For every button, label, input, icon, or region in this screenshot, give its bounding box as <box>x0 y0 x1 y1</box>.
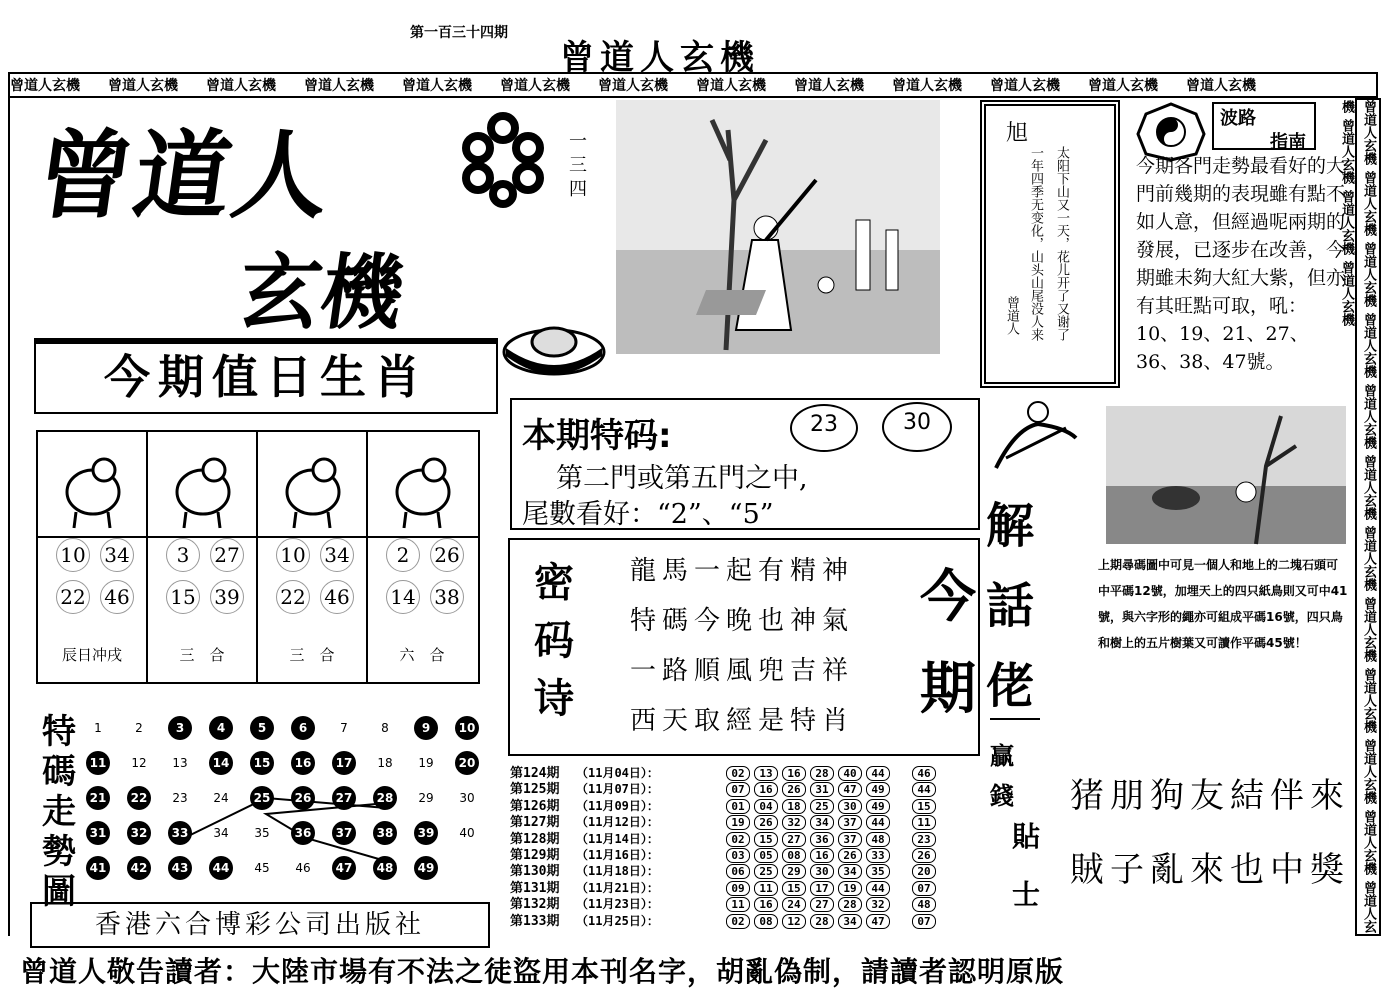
top-border-band <box>8 72 1378 98</box>
band-text: 曾道人玄機 <box>892 78 962 94</box>
trend-number: 32 <box>127 821 151 845</box>
history-date: （11月23日）： <box>576 897 659 912</box>
history-number: 32 <box>782 815 806 830</box>
trend-number: 15 <box>250 751 274 775</box>
trend-number: 2 <box>135 721 143 735</box>
history-number: 32 <box>866 897 890 912</box>
history-special: 11 <box>912 815 936 830</box>
history-number: 24 <box>782 897 806 912</box>
zodiac-animal-icon <box>58 442 128 532</box>
band-text: 曾道人玄機 <box>696 78 766 94</box>
history-date: （11月25日）： <box>576 913 659 928</box>
history-number: 49 <box>866 799 890 814</box>
zodiac-number: 34 <box>100 538 134 572</box>
special-line1: 第二門或第五門之中, <box>556 463 808 494</box>
tips-line2: 賊子亂來也中獎 <box>1070 850 1350 890</box>
history-period: 第129期 <box>510 848 560 863</box>
history-number: 12 <box>782 914 806 929</box>
history-date: （11月18日）： <box>576 864 659 879</box>
band-side-text: 曾道人玄機 <box>1361 242 1376 307</box>
zodiac-column <box>258 432 368 682</box>
band-side-text: 曾道人玄機 <box>1361 313 1376 378</box>
zodiac-number: 3 <box>166 538 200 572</box>
trend-grid <box>86 716 496 886</box>
history-number: 37 <box>838 815 862 830</box>
band-text: 曾道人玄機 <box>108 78 178 94</box>
history-special: 48 <box>912 897 936 912</box>
zodiac-number: 39 <box>210 580 244 614</box>
trend-number: 26 <box>291 786 315 810</box>
trend-number: 14 <box>209 751 233 775</box>
history-date: （11月12日）： <box>576 815 659 830</box>
history-number: 25 <box>810 799 834 814</box>
history-row <box>510 795 980 814</box>
band-side-text: 曾道人玄機 <box>1361 597 1376 662</box>
verse-author: 曾道人 <box>1004 296 1019 335</box>
tips-divider <box>990 718 1040 724</box>
trend-number: 29 <box>418 791 434 805</box>
guide-title: 波路 指南 <box>1212 102 1316 150</box>
logo-line1: 曾道人 <box>29 120 339 232</box>
band-side-text: 曾道人玄機 <box>1361 526 1376 591</box>
trend-number: 33 <box>168 821 192 845</box>
band-side-text: 曾道人玄機 <box>1361 384 1376 449</box>
trend-number: 22 <box>127 786 151 810</box>
zodiac-number: 38 <box>430 580 464 614</box>
history-special: 46 <box>912 766 936 781</box>
trend-number: 36 <box>291 821 315 845</box>
zodiac-number: 15 <box>166 580 200 614</box>
zodiac-number: 34 <box>320 538 354 572</box>
rings-logo-icon <box>458 108 548 208</box>
band-side-text: 曾道人玄機 <box>1361 455 1376 520</box>
header-title: 曾道人玄機 <box>560 38 760 78</box>
tips-line1: 猪朋狗友結伴來 <box>1070 776 1350 816</box>
band-side-text: 曾道人玄機 <box>1361 668 1376 733</box>
history-number: 34 <box>810 815 834 830</box>
band-text: 曾道人玄機 <box>304 78 374 94</box>
history-number: 01 <box>726 799 750 814</box>
history-row <box>510 828 980 847</box>
zodiac-column <box>38 432 148 682</box>
history-period: 第132期 <box>510 897 560 913</box>
history-row <box>510 893 980 913</box>
zodiac-number: 22 <box>56 580 90 614</box>
history-number: 03 <box>726 848 750 863</box>
trend-number: 37 <box>332 821 356 845</box>
zodiac-number: 22 <box>276 580 310 614</box>
zodiac-caption: 三 合 <box>289 646 335 664</box>
band-side-text: 曾道人玄機 <box>1361 100 1376 165</box>
history-number: 26 <box>754 815 778 830</box>
history-number: 08 <box>782 848 806 863</box>
band-text: 曾道人玄機 <box>598 78 668 94</box>
zodiac-title: 今期值日生肖 <box>34 338 498 414</box>
history-number: 16 <box>754 897 778 912</box>
history-number: 28 <box>810 914 834 929</box>
zodiac-caption: 辰日冲戌 <box>61 646 122 664</box>
trend-number: 27 <box>332 786 356 810</box>
zodiac-number: 10 <box>276 538 310 572</box>
zodiac-number: 26 <box>430 538 464 572</box>
trend-number: 7 <box>340 721 348 735</box>
history-number: 26 <box>782 782 806 797</box>
trend-number: 25 <box>250 786 274 810</box>
trend-number: 41 <box>86 856 110 880</box>
band-side-text: 曾道人玄機 <box>1339 261 1354 326</box>
trend-number: 19 <box>418 756 434 770</box>
band-text: 曾道人玄機 <box>500 78 570 94</box>
history-number: 27 <box>810 897 834 912</box>
history-number: 44 <box>866 815 890 830</box>
history-special: 26 <box>912 848 936 863</box>
zodiac-animal-icon <box>388 442 458 532</box>
zodiac-grid <box>36 430 480 684</box>
trend-number: 45 <box>254 861 270 875</box>
zodiac-column <box>368 432 478 682</box>
trend-number: 44 <box>209 856 233 880</box>
tips-label-1: 贏 錢 <box>990 741 1014 810</box>
trend-number: 8 <box>381 721 389 735</box>
history-number: 08 <box>754 914 778 929</box>
band-side-text: 曾道人玄機 <box>1361 810 1376 875</box>
poem-label: 密 码 诗 <box>534 560 574 722</box>
trend-number: 13 <box>172 756 188 770</box>
trend-number: 16 <box>291 751 315 775</box>
trend-number: 35 <box>254 826 270 840</box>
history-period: 第124期 <box>510 766 560 781</box>
history-period: 第127期 <box>510 815 560 831</box>
history-number: 15 <box>782 881 806 896</box>
history-number: 02 <box>726 766 750 781</box>
zodiac-number: 10 <box>56 538 90 572</box>
special-code-box <box>510 398 980 530</box>
publisher-name: 香港六合博彩公司出版社 <box>30 902 490 948</box>
history-row <box>510 811 980 831</box>
main-illustration <box>616 100 940 354</box>
trend-number: 4 <box>209 716 233 740</box>
history-number: 02 <box>726 832 750 847</box>
band-text: 曾道人玄機 <box>10 78 80 94</box>
history-number: 37 <box>838 832 862 847</box>
history-number: 30 <box>810 864 834 879</box>
special-circle-2: 30 <box>882 402 952 452</box>
tips-label-2: 貼 士 <box>1012 820 1041 911</box>
zodiac-number: 14 <box>386 580 420 614</box>
puzzle-title: 解 話 佬 <box>986 498 1035 714</box>
trend-number: 49 <box>414 856 438 880</box>
band-text: 曾道人玄機 <box>1088 78 1158 94</box>
band-side-text: 曾道人玄機 <box>1339 119 1354 184</box>
history-period: 第130期 <box>510 864 560 880</box>
history-number: 49 <box>866 782 890 797</box>
trend-number: 24 <box>213 791 229 805</box>
history-number: 40 <box>838 766 862 781</box>
history-number: 28 <box>810 766 834 781</box>
special-line2: 尾數看好：“2”、“5” <box>522 499 774 530</box>
footer-notice: 曾道人敬告讀者：大陸市場有不法之徒盜用本刊名字，胡亂偽制，請讀者認明原版 <box>20 955 1065 988</box>
trend-number: 20 <box>455 751 479 775</box>
trend-number: 39 <box>414 821 438 845</box>
zodiac-number: 2 <box>386 538 420 572</box>
band-side-text: 曾道人玄機 <box>1361 171 1376 236</box>
verse-box <box>980 100 1120 388</box>
history-special: 44 <box>912 782 936 797</box>
history-number: 17 <box>810 881 834 896</box>
history-date: （11月14日）： <box>576 831 659 846</box>
zodiac-animal-icon <box>278 442 348 532</box>
trend-number: 23 <box>172 791 188 805</box>
history-number: 34 <box>838 864 862 879</box>
trend-number: 3 <box>168 716 192 740</box>
history-number: 16 <box>782 766 806 781</box>
trend-number: 11 <box>86 751 110 775</box>
poem-side: 今 期 <box>920 565 976 722</box>
history-row <box>510 910 980 929</box>
band-text: 曾道人玄機 <box>794 78 864 94</box>
history-number: 28 <box>838 897 862 912</box>
special-circle-1: 23 <box>790 404 858 452</box>
special-code-title: 本期特码: <box>522 416 672 456</box>
history-number: 19 <box>726 815 750 830</box>
zodiac-caption: 六 合 <box>399 646 445 664</box>
history-number: 11 <box>726 897 750 912</box>
history-date: （11月21日）： <box>576 880 659 895</box>
history-date: （11月04日）： <box>576 766 659 780</box>
history-date: （11月16日）： <box>576 848 659 862</box>
puzzle-illustration <box>1106 406 1346 544</box>
history-number: 26 <box>838 848 862 863</box>
history-number: 44 <box>866 881 890 896</box>
band-text: 曾道人玄機 <box>1186 78 1256 94</box>
history-number: 06 <box>726 864 750 879</box>
band-text: 曾道人玄機 <box>206 78 276 94</box>
history-number: 34 <box>838 914 862 929</box>
puzzle-text: 上期尋碼圖中可見一個人和地上的二塊石頭可中平碼12號，加埋天上的四只紙鳥則又可中41號，與六字形的繩亦可組成平碼16號，四只鳥和樹上的五片樹葉又可讀作平碼45號！ <box>1098 558 1348 650</box>
side-vertical-text: 一 三 四 <box>569 131 587 200</box>
trend-number: 18 <box>377 756 393 770</box>
history-row <box>510 762 980 781</box>
trend-number: 42 <box>127 856 151 880</box>
zodiac-column <box>148 432 258 682</box>
zodiac-animal-icon <box>168 442 238 532</box>
history-number: 47 <box>838 782 862 797</box>
trend-number: 43 <box>168 856 192 880</box>
verse-char: 旭 <box>1006 121 1029 146</box>
history-number: 44 <box>866 766 890 781</box>
history-date: （11月07日）： <box>576 782 659 797</box>
band-text: 曾道人玄機 <box>990 78 1060 94</box>
history-number: 25 <box>754 864 778 879</box>
history-row <box>510 860 980 880</box>
trend-number: 12 <box>131 756 147 770</box>
history-number: 29 <box>782 864 806 879</box>
trend-number: 47 <box>332 856 356 880</box>
history-number: 11 <box>754 881 778 896</box>
trend-number: 10 <box>455 716 479 740</box>
history-special: 07 <box>912 881 936 896</box>
history-number: 04 <box>754 799 778 814</box>
trend-number: 40 <box>459 826 475 840</box>
history-date: （11月09日）： <box>576 798 659 813</box>
history-number: 27 <box>782 832 806 847</box>
history-row <box>510 877 980 896</box>
history-special: 07 <box>912 914 936 929</box>
history-period: 第125期 <box>510 782 560 798</box>
zodiac-number: 27 <box>210 538 244 572</box>
band-side-text: 曾道人玄機 <box>1339 190 1354 255</box>
trend-number: 28 <box>373 786 397 810</box>
history-number: 09 <box>726 881 750 896</box>
history-period: 第128期 <box>510 831 560 847</box>
poem-lines: 龍馬一起有精神 特碼今晚也神氣 一路順風兜吉祥 西天取經是特肖 <box>630 556 855 736</box>
trend-number: 17 <box>332 751 356 775</box>
logo-line2: 玄機 <box>232 246 410 341</box>
history-row <box>510 778 980 798</box>
history-number: 07 <box>726 782 750 797</box>
trend-number: 46 <box>295 861 311 875</box>
history-special: 23 <box>912 832 936 847</box>
history-number: 19 <box>838 881 862 896</box>
history-number: 16 <box>754 782 778 797</box>
verse-col1: 太阳下山又一天，花儿开了又谢了 <box>1054 146 1069 341</box>
history-number: 18 <box>782 799 806 814</box>
trend-number: 30 <box>459 791 475 805</box>
history-period: 第133期 <box>510 913 560 929</box>
zodiac-number: 46 <box>100 580 134 614</box>
history-number: 35 <box>866 864 890 879</box>
trend-number: 38 <box>373 821 397 845</box>
history-period: 第126期 <box>510 798 560 814</box>
verse-col2: 一年四季无变化，山头山尾没人来 <box>1028 146 1043 341</box>
zodiac-caption: 三 合 <box>179 646 225 664</box>
history-special: 20 <box>912 864 936 879</box>
trend-number: 6 <box>291 716 315 740</box>
trend-number: 34 <box>213 826 229 840</box>
trend-number: 48 <box>373 856 397 880</box>
history-period: 第131期 <box>510 880 560 896</box>
trend-number: 21 <box>86 786 110 810</box>
trend-number: 1 <box>94 721 102 735</box>
history-number: 05 <box>754 848 778 863</box>
zodiac-number: 46 <box>320 580 354 614</box>
history-number: 31 <box>810 782 834 797</box>
gold-ingot-icon <box>500 312 608 378</box>
history-row <box>510 844 980 863</box>
issue-number: 第一百三十四期 <box>410 25 508 41</box>
band-text: 曾道人玄機 <box>402 78 472 94</box>
left-border <box>8 98 24 936</box>
band-side-text: 曾道人玄機 <box>1361 739 1376 804</box>
history-number: 13 <box>754 766 778 781</box>
history-number: 33 <box>866 848 890 863</box>
history-number: 47 <box>866 914 890 929</box>
trend-label: 特 碼 走 勢 圖 <box>42 712 76 912</box>
trend-number: 31 <box>86 821 110 845</box>
right-border-band <box>1339 98 1381 936</box>
history-number: 16 <box>810 848 834 863</box>
trend-number: 5 <box>250 716 274 740</box>
history-number: 36 <box>810 832 834 847</box>
sage-figure-icon <box>986 398 1086 474</box>
history-number: 02 <box>726 914 750 929</box>
history-special: 15 <box>912 799 936 814</box>
history-number: 30 <box>838 799 862 814</box>
trend-number: 9 <box>414 716 438 740</box>
code-poem-box <box>508 538 980 756</box>
guide-body: 今期各門走勢最看好的大門前幾期的表現雖有點不如人意，但經過呢兩期的發展，已逐步在改善，今期雖未夠大紅大紫，但亦有其旺點可取，吼：10、19、21、27、36、38、47號。 <box>1136 155 1346 373</box>
history-number: 48 <box>866 832 890 847</box>
history-number: 15 <box>754 832 778 847</box>
band-side-text: 曾道人玄機 <box>1339 100 1376 933</box>
